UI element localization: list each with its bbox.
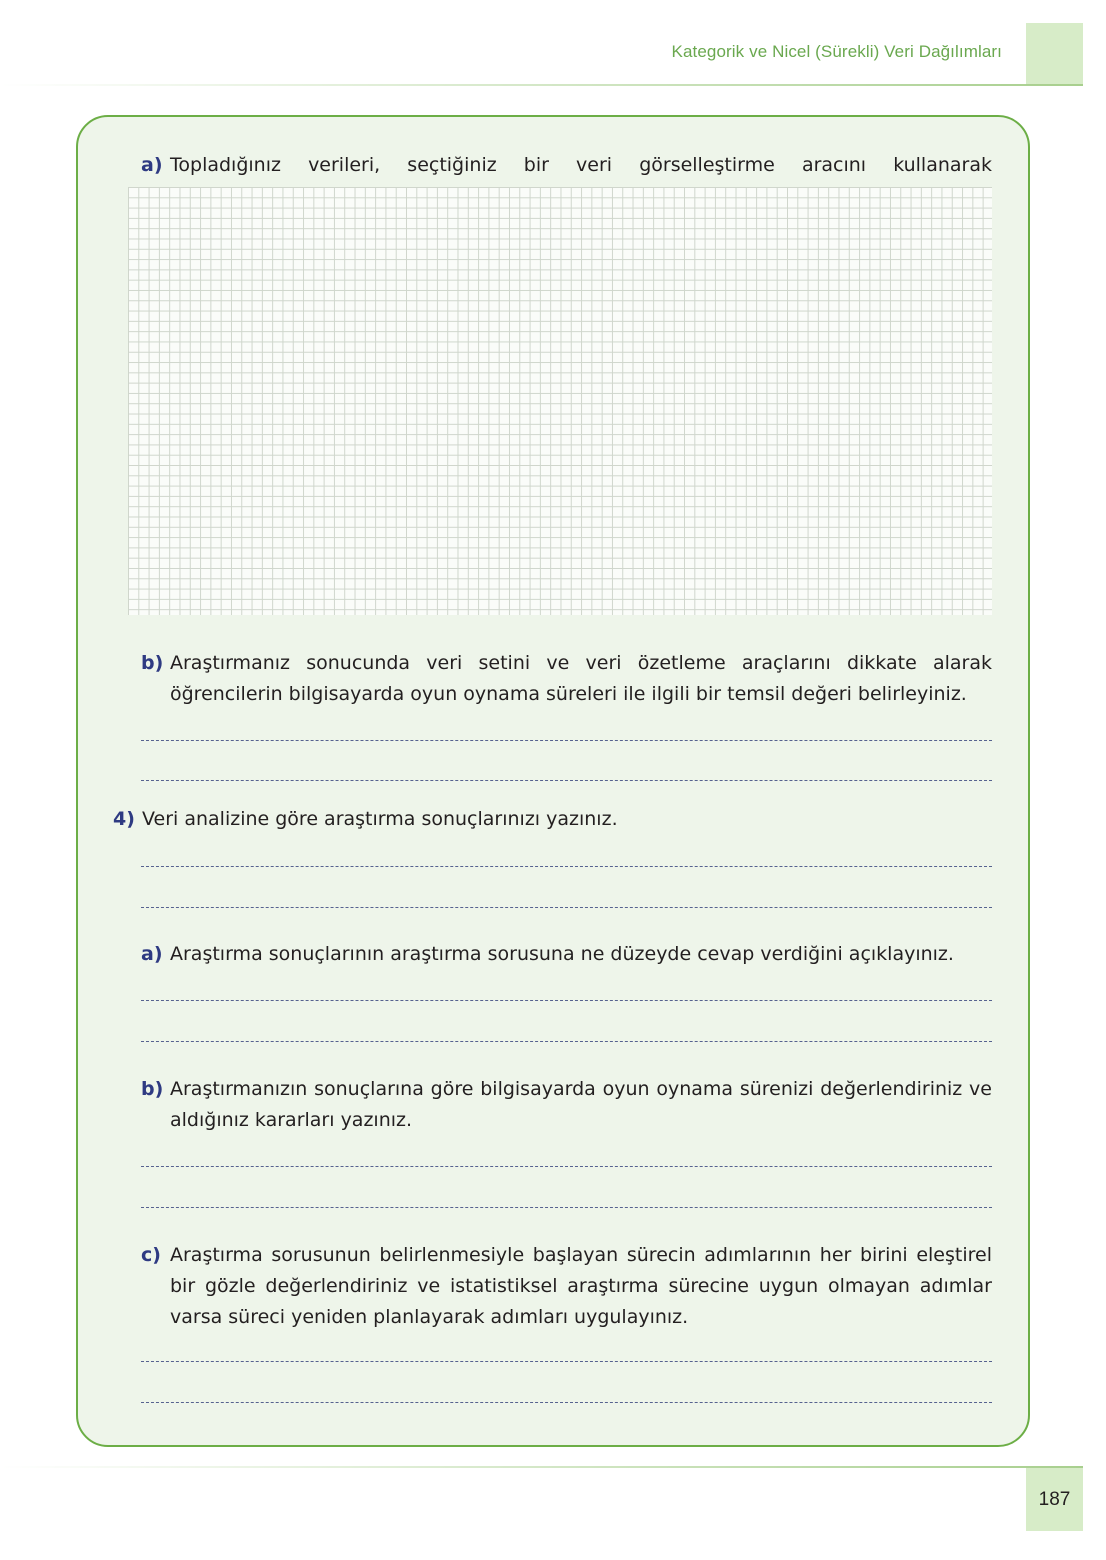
page-number: 187 — [1026, 1468, 1083, 1531]
question-marker: b) — [141, 652, 164, 674]
header-tab — [1026, 23, 1083, 85]
answer-line[interactable] — [141, 1041, 992, 1042]
question-marker: 4) — [113, 808, 135, 830]
question-4-results — [113, 804, 992, 835]
question-marker: a) — [141, 154, 163, 176]
answer-line[interactable] — [141, 1207, 992, 1208]
question-text: Araştırma sorusunun belirlenmesiyle başlayan sürecin adımlarının her birini eleştirel bir gözle değerlendiriniz ve istatistiksel araştırma sürecine uygun olmayan adımlar varsa süreci yeniden planlayarak adımları uygulayınız. — [170, 1244, 992, 1328]
graph-paper-area[interactable] — [128, 187, 992, 615]
header-rule — [0, 84, 1083, 86]
answer-line[interactable] — [141, 1361, 992, 1362]
question-4c-critical-review — [141, 1240, 992, 1333]
question-text: Veri analizine göre araştırma sonuçlarınızı yazınız. — [142, 808, 618, 830]
question-marker: a) — [141, 943, 163, 965]
question-4b-evaluate-playtime — [141, 1074, 992, 1136]
question-text: Topladığınız verileri, seçtiğiniz bir veri görselleştirme aracını kullanarak — [170, 154, 992, 176]
answer-line[interactable] — [141, 907, 992, 908]
answer-line[interactable] — [141, 1166, 992, 1167]
question-text: Araştırma sonuçlarının araştırma sorusuna ne düzeyde cevap verdiğini açıklayınız. — [170, 943, 954, 965]
answer-line[interactable] — [141, 1402, 992, 1403]
footer-rule — [0, 1466, 1083, 1468]
question-marker: b) — [141, 1078, 164, 1100]
answer-line[interactable] — [141, 866, 992, 867]
question-4a-answer-level — [141, 939, 992, 970]
answer-line[interactable] — [141, 1000, 992, 1001]
question-marker: c) — [141, 1244, 161, 1266]
answer-line[interactable] — [141, 740, 992, 741]
answer-line[interactable] — [141, 780, 992, 781]
question-text: Araştırmanızın sonuçlarına göre bilgisayarda oyun oynama sürenizi değerlendiriniz ve aldığınız kararları yazınız. — [170, 1078, 992, 1131]
question-b-representative-value — [141, 648, 992, 710]
header-title: Kategorik ve Nicel (Sürekli) Veri Dağılımları — [671, 42, 1002, 61]
question-text: Araştırmanız sonucunda veri setini ve veri özetleme araçlarını dikkate alarak öğrencilerin bilgisayarda oyun oynama süreleri ile ilgili bir temsil değeri belirleyiniz. — [170, 652, 992, 705]
